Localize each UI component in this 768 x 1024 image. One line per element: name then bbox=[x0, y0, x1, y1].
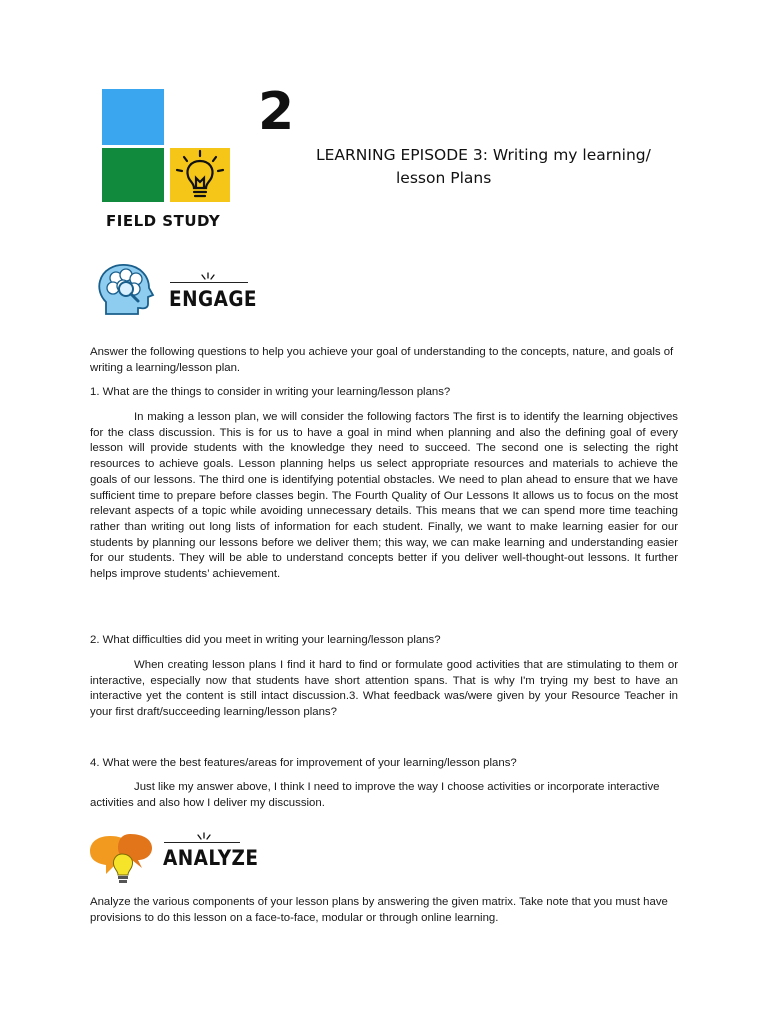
title-line-1: LEARNING EPISODE 3: Writing my learning/ bbox=[316, 146, 651, 164]
engage-rule bbox=[170, 282, 248, 283]
answer-4-text: Just like my answer above, I think I need to improve the way I choose activities or incorporate interactive activities and also how I deliver my discussion. bbox=[90, 781, 660, 809]
question-1-text: 1. What are the things to consider in writing your learning/lesson plans? bbox=[90, 386, 451, 398]
logo-number: 2 bbox=[258, 82, 295, 142]
page-title bbox=[316, 144, 696, 190]
answer-1-text: In making a lesson plan, we will consider the following factors The first is to identify the learning objectives for the class discussion. This is for us to have a goal in mind when planning and also the defining goal of every lesson will provide students with the knowledge they need to succeed. The second one is selecting the right resources to achieve goals. Lesson planning helps us select appropriate resources and materials to achieve the goals of our lessons. The third one is identifying potential obstacles. We need to plan ahead to ensure that we have sufficient time to prepare before classes begin. The Fourth Quality of Our Lessons It allows us to focus on the most relevant aspects of a topic while avoiding unnecessary details. This means that we can spend more time teaching rather than writing out long lists of information for each student. Finally, we want to make learning easier for our students by planning our lessons before we deliver them; this way, we can make learning and understanding easier for our students. They will be able to understand concepts better if you deliver well-thought-out lessons. It further helps improve students’ achievement. bbox=[90, 411, 678, 581]
field-study-logo bbox=[102, 82, 295, 238]
analyze-paragraph bbox=[90, 895, 678, 926]
logo-caption: FIELD STUDY bbox=[106, 212, 221, 230]
sparkle-icon bbox=[194, 832, 214, 842]
lightbulb-icon bbox=[170, 148, 230, 202]
question-1 bbox=[90, 385, 678, 401]
logo-yellow-square bbox=[170, 148, 230, 202]
intro-paragraph bbox=[90, 345, 678, 376]
question-2 bbox=[90, 633, 678, 649]
analyze-rule bbox=[164, 842, 240, 843]
sparkle-icon bbox=[198, 272, 218, 282]
question-4 bbox=[90, 756, 678, 772]
answer-1 bbox=[90, 410, 678, 583]
answer-4 bbox=[90, 780, 678, 811]
engage-badge bbox=[96, 262, 256, 320]
logo-green-square bbox=[102, 148, 164, 202]
analyze-text: Analyze the various components of your lesson plans by answering the given matrix. Take note that you must have provisions to do this lesson on a face-to-face, modular or through online learning. bbox=[90, 896, 668, 924]
logo-number-square bbox=[172, 82, 295, 144]
intro-text: Answer the following questions to help you achieve your goal of understanding to the concepts, nature, and goals of writing a learning/lesson plan. bbox=[90, 346, 674, 374]
answer-2-text: When creating lesson plans I find it hard to find or formulate good activities that are stimulating to them or interactive, especially now that students have short attention spans. That is why I'm trying my best to have an interactive yet the content is still intact discussion.3. What feedback was/were given by your Resource Teacher in your first draft/succeeding learning/lesson plans? bbox=[90, 659, 678, 719]
question-4-text: 4. What were the best features/areas for improvement of your learning/lesson plans? bbox=[90, 757, 517, 769]
logo-blue-square bbox=[102, 89, 164, 145]
speech-bubbles-lightbulb-icon bbox=[86, 830, 156, 890]
question-2-text: 2. What difficulties did you meet in writing your learning/lesson plans? bbox=[90, 634, 441, 646]
answer-2 bbox=[90, 658, 678, 721]
title-line-2: lesson Plans bbox=[396, 169, 492, 187]
analyze-badge bbox=[86, 830, 259, 890]
engage-label: ENGAGE bbox=[169, 287, 257, 311]
analyze-label: ANALYZE bbox=[163, 846, 259, 870]
brain-head-icon bbox=[96, 262, 156, 318]
